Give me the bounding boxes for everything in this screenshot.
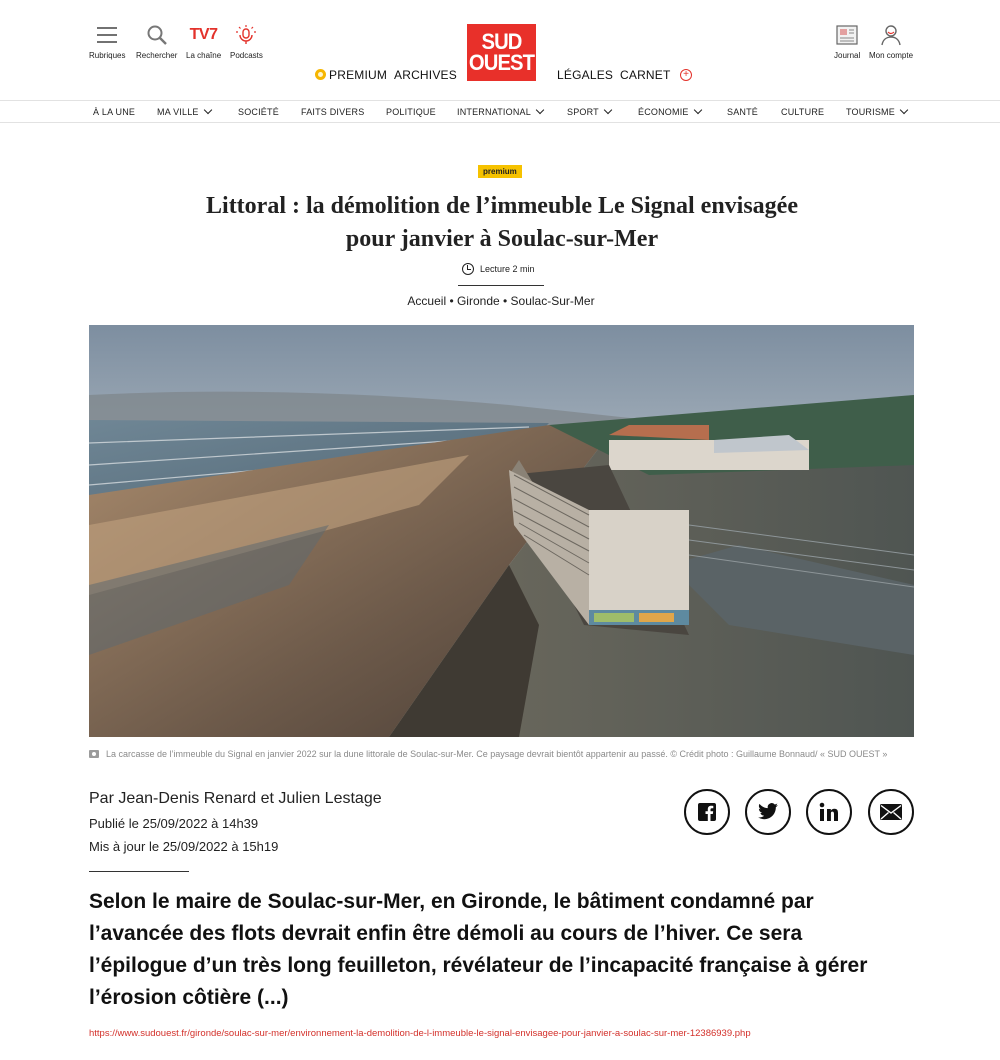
share-linkedin-button[interactable] xyxy=(806,789,852,835)
chevron-down-icon xyxy=(203,106,211,114)
journal-button[interactable] xyxy=(834,22,860,60)
nav-item-economie[interactable]: ÉCONOMIE xyxy=(638,107,701,117)
breadcrumb[interactable]: Accueil • Gironde • Soulac-Sur-Mer xyxy=(407,294,595,308)
nav-item-politique[interactable]: POLITIQUE xyxy=(386,107,436,117)
tv7-button[interactable] xyxy=(186,22,221,60)
nav-item-a-la-une[interactable]: À LA UNE xyxy=(93,107,136,117)
share-email-button[interactable] xyxy=(868,789,914,835)
title-line-2: pour janvier à Soulac-sur-Mer xyxy=(345,226,659,252)
article-photo xyxy=(89,325,914,737)
article-lead: Selon le maire de Soulac-sur-Mer, en Gironde, le bâtiment condamné par l’avancée des flots devrait enfin être démoli au cours de l’hiver. Ce sera l’épilogue d’un très long feuilleton, révélateur de l’incapacité française à gérer l’érosion côtière (...) xyxy=(89,890,868,1009)
tv7-label: La chaîne xyxy=(186,51,222,60)
journal-label: Journal xyxy=(834,51,861,60)
sud-ouest-logo[interactable] xyxy=(467,24,536,81)
nav-item-ma-ville[interactable]: MA VILLE xyxy=(157,107,211,117)
clock-icon xyxy=(462,263,474,275)
title-line-1: Littoral : la démolition de l’immeuble Le Signal envisagée xyxy=(206,193,798,219)
chevron-down-icon xyxy=(604,106,612,114)
nav-item-tourisme[interactable]: TOURISME xyxy=(846,107,907,117)
carnet-link[interactable]: CARNET xyxy=(620,68,671,82)
user-icon xyxy=(880,22,902,48)
search-button[interactable] xyxy=(136,22,177,60)
article-title xyxy=(140,190,864,256)
chevron-down-icon xyxy=(693,106,701,114)
chevron-down-icon xyxy=(536,106,544,114)
legales-link[interactable]: LÉGALES xyxy=(557,68,614,82)
nav-item-societe[interactable]: SOCIÉTÉ xyxy=(238,107,279,117)
newspaper-icon xyxy=(835,22,859,48)
nav-item-culture[interactable]: CULTURE xyxy=(781,107,825,117)
menu-icon xyxy=(96,22,118,48)
facebook-icon xyxy=(697,802,717,822)
premium-icon xyxy=(315,69,326,80)
divider xyxy=(458,285,544,286)
premium-link[interactable] xyxy=(315,68,387,82)
nav-item-sport[interactable]: SPORT xyxy=(567,107,611,117)
account-button[interactable] xyxy=(869,22,913,60)
logo-line-2: OUEST xyxy=(468,50,535,75)
nav-item-sante[interactable]: SANTÉ xyxy=(727,107,759,117)
updated-date: Mis à jour le 25/09/2022 à 15h19 xyxy=(89,839,279,854)
photo-caption xyxy=(89,748,914,761)
archives-link[interactable]: ARCHIVES xyxy=(394,68,457,82)
podcasts-button[interactable] xyxy=(230,22,263,60)
main-nav xyxy=(0,102,1000,123)
premium-badge: premium xyxy=(478,165,522,178)
divider xyxy=(89,871,189,872)
chevron-down-icon xyxy=(900,106,908,114)
camera-icon xyxy=(89,750,99,758)
email-icon xyxy=(880,804,902,820)
plus-icon[interactable]: + xyxy=(680,69,692,81)
nav-item-faits-divers[interactable]: FAITS DIVERS xyxy=(301,107,365,117)
search-icon xyxy=(146,22,168,48)
share-facebook-button[interactable] xyxy=(684,789,730,835)
podcast-icon xyxy=(235,22,257,48)
rubriques-button[interactable] xyxy=(89,22,125,60)
premium-label: PREMIUM xyxy=(329,68,388,82)
twitter-icon xyxy=(757,803,779,821)
author-line: Par Jean-Denis Renard et Julien Lestage xyxy=(89,790,382,807)
logo-line-1: SUD xyxy=(481,29,522,54)
linkedin-icon xyxy=(819,802,839,822)
site-header xyxy=(0,0,1000,101)
caption-text: La carcasse de l’immeuble du Signal en janvier 2022 sur la dune littorale de Soulac-sur-Mer. Ce paysage devrait bientôt appartenir au passé. © Crédit photo : Guillaume Bonnaud/ « SUD OUEST » xyxy=(106,749,888,759)
search-label: Rechercher xyxy=(136,51,178,60)
podcasts-label: Podcasts xyxy=(230,51,263,60)
account-label: Mon compte xyxy=(869,51,914,60)
nav-item-international[interactable]: INTERNATIONAL xyxy=(457,107,543,117)
reading-time xyxy=(462,263,535,275)
reading-time-label: Lecture 2 min xyxy=(480,264,535,274)
tv7-icon: TV7 xyxy=(189,26,218,43)
published-date: Publié le 25/09/2022 à 14h39 xyxy=(89,816,259,831)
source-url[interactable]: https://www.sudouest.fr/gironde/soulac-sur-mer/environnement-la-demolition-de-l-immeuble-le-signal-envisagee-pour-janvier-a-soulac-sur-mer-12386939.php xyxy=(89,1028,751,1039)
rubriques-label: Rubriques xyxy=(89,51,126,60)
share-twitter-button[interactable] xyxy=(745,789,791,835)
